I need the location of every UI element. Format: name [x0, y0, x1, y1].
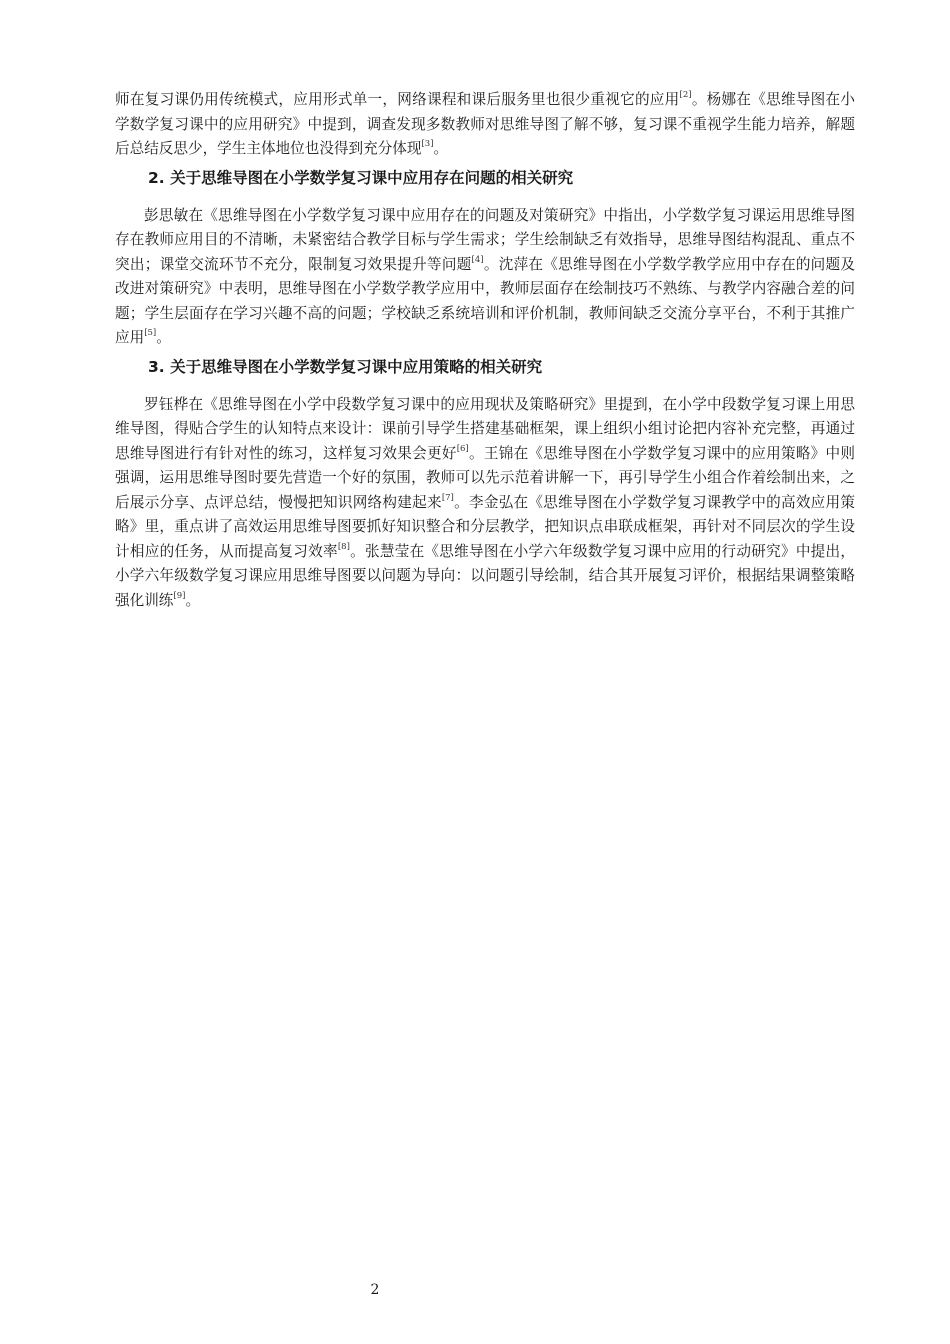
section-heading-3: 3. 关于思维导图在小学数学复习课中应用策略的相关研究 [148, 357, 543, 376]
paragraph-text: 。 [433, 140, 449, 157]
section-heading-2: 2. 关于思维导图在小学数学复习课中应用存在问题的相关研究 [148, 168, 574, 187]
paragraph-text: 罗钰桦在《思维导图在小学中段数学复习课中的应用现状及策略研究》里提到，在小学中段数学复习课上用思维导图，得贴合学生的认知特点来设计：课前引导学生搭建基础框架，课上组织小组讨论把内容补充完整，再通过思维导图进行有针对性的练习，这样复习效果会更好 [115, 395, 855, 462]
citation-ref[interactable]: [6] [456, 443, 469, 454]
citation-ref[interactable]: [8] [337, 541, 350, 552]
paragraph-text: 。 [185, 591, 201, 609]
paragraph-text: 。张慧莹在《思维导图在小学六年级数学复习课中应用的行动研究》中提出，小学六年级数学复习课应用思维导图要以问题为导向：以问题引导绘制，结合其开展复习评价，根据结果调整策略强化训练 [115, 542, 855, 609]
page-number: 2 [370, 1282, 380, 1298]
body-paragraph-2 [115, 204, 855, 351]
paragraph-text: 。沈萍在《思维导图在小学数学教学应用中存在的问题及改进对策研究》中表明，思维导图在小学数学教学应用中，教师层面存在绘制技巧不熟练、与教学内容融合差的问题；学生层面存在学习兴趣不高的问题；学校缺乏系统培训和评价机制，教师间缺乏交流分享平台，不利于其推广应用 [115, 255, 855, 346]
citation-ref[interactable]: [4] [471, 254, 484, 265]
citation-ref[interactable]: [5] [144, 328, 157, 338]
citation-ref[interactable]: [3] [421, 139, 434, 149]
body-paragraph-1 [115, 88, 855, 162]
citation-ref[interactable]: [9] [173, 590, 186, 601]
paragraph-text: 师在复习课仍用传统模式，应用形式单一，网络课程和课后服务里也很少重视它的应用 [115, 91, 680, 108]
body-paragraph-3 [115, 393, 855, 614]
paragraph-text: 。李金弘在《思维导图在小学数学复习课教学中的高效应用策略》里，重点讲了高效运用思维导图要抓好知识整合和分层教学，把知识点串联成框架，再针对不同层次的学生设计相应的任务，从而提高复习效率 [115, 493, 855, 560]
page-content [115, 88, 855, 613]
citation-ref[interactable]: [2] [679, 90, 692, 100]
paragraph-text: 。王锦在《思维导图在小学数学复习课中的应用策略》中则强调，运用思维导图时要先营造一个好的氛围，教师可以先示范着讲解一下，再引导学生小组合作着绘制出来，之后展示分享、点评总结，慢慢把知识网络构建起来 [115, 444, 855, 511]
paragraph-text: 。 [156, 329, 171, 346]
citation-ref[interactable]: [7] [441, 492, 454, 503]
paragraph-text: 。杨娜在《思维导图在小学数学复习课中的应用研究》中提到，调查发现多数教师对思维导图了解不够，复习课不重视学生能力培养，解题后总结反思少，学生主体地位也没得到充分体现 [115, 91, 855, 157]
paragraph-text: 彭思敏在《思维导图在小学数学复习课中应用存在的问题及对策研究》中指出，小学数学复习课运用思维导图存在教师应用目的不清晰，未紧密结合教学目标与学生需求；学生绘制缺乏有效指导，思维导图结构混乱、重点不突出；课堂交流环节不充分，限制复习效果提升等问题 [115, 206, 855, 273]
